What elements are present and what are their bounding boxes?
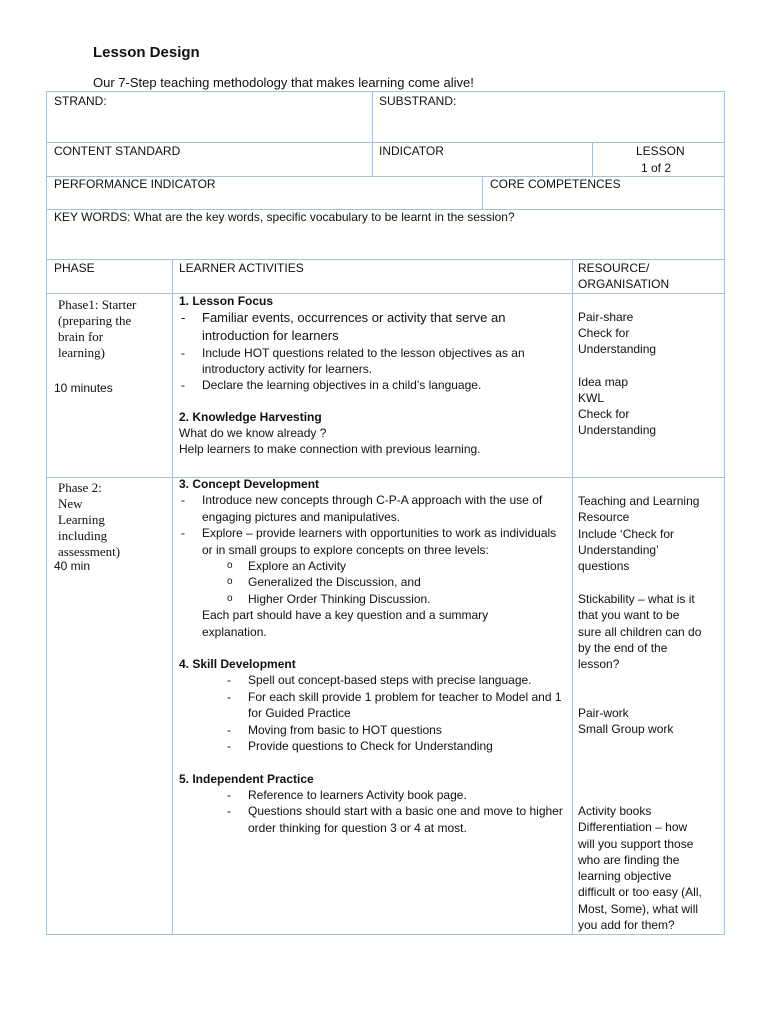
intro-text: Our 7-Step teaching methodology that makes learning come alive!	[93, 75, 474, 90]
list-item: o Generalized the Discussion, and	[225, 574, 565, 590]
list-item: - Reference to learners Activity book page.	[225, 787, 565, 803]
skill-development-title: 4. Skill Development	[179, 657, 296, 672]
list-item: o Explore an Activity	[225, 558, 565, 574]
list-item: - For each skill provide 1 problem for teacher to Model and 1 for Guided Practice	[225, 689, 565, 722]
phase2-label: Phase 2: New Learning including assessment)	[58, 480, 121, 559]
lesson-focus-title: 1. Lesson Focus	[179, 294, 274, 308]
list-item: - Moving from basic to HOT questions	[225, 722, 565, 738]
phase-header: PHASE	[54, 261, 95, 275]
phase2-duration: 40 min	[54, 559, 91, 573]
list-item: - Provide questions to Check for Understanding	[225, 738, 565, 754]
concept-note: Each part should have a key question and a summary explanation.	[202, 608, 489, 639]
lesson-focus-list	[179, 309, 565, 393]
core-competences-label: CORE COMPETENCES	[490, 177, 621, 191]
list-item: - Spell out concept-based steps with precise language.	[225, 672, 565, 688]
phase2-resources-b: Stickability – what is it that you want to be sure all children can do by the end of the lesson?	[578, 592, 702, 672]
explore-levels-list	[179, 558, 565, 607]
phase2-resources-c: Pair-work Small Group work	[578, 706, 674, 737]
indicator-label: INDICATOR	[379, 144, 444, 158]
phase2-activities	[179, 476, 565, 836]
list-item: - Explore – provide learners with opportunities to work as individuals or in small groups to explore concepts on three levels:	[179, 525, 565, 558]
list-item: - Declare the learning objectives in a child’s language.	[179, 377, 565, 393]
list-item: - Questions should start with a basic one and move to higher order thinking for question 3 or 4 at most.	[225, 803, 565, 836]
substrand-label: SUBSTRAND:	[379, 94, 457, 108]
activities-header: LEARNER ACTIVITIES	[179, 261, 304, 275]
phase2-resources-a: Teaching and Learning Resource Include ‘Check for Understanding’ questions	[578, 494, 700, 574]
skill-development-list	[179, 672, 565, 754]
strand-label: STRAND:	[54, 94, 107, 108]
phase2-resources-d: Activity books Differentiation – how will you support those who are finding the learning objective difficult or too easy (All, Most, Some), what will you add for them?	[578, 804, 702, 933]
independent-practice-title: 5. Independent Practice	[179, 771, 314, 786]
phase1-label: Phase1: Starter (preparing the brain for learning)	[58, 297, 137, 360]
list-item: o Higher Order Thinking Discussion.	[225, 591, 565, 607]
concept-development-list	[179, 492, 565, 558]
page-title: Lesson Design	[93, 44, 200, 61]
phase1-activities	[179, 293, 565, 457]
resource-header-line2: ORGANISATION	[578, 277, 670, 291]
concept-development-title: 3. Concept Development	[179, 477, 320, 491]
knowledge-harvesting-line: Help learners to make connection with previous learning.	[179, 442, 481, 456]
content-standard-label: CONTENT STANDARD	[54, 144, 181, 158]
knowledge-harvesting-line: What do we know already ?	[179, 426, 327, 440]
performance-indicator-label: PERFORMANCE INDICATOR	[54, 177, 216, 191]
key-words-label: KEY WORDS: What are the key words, specific vocabulary to be learnt in the session?	[54, 210, 515, 224]
resource-header-line1: RESOURCE/	[578, 261, 650, 275]
list-item: - Familiar events, occurrences or activity that serve an introduction for learners	[179, 309, 565, 345]
lesson-count: 1 of 2	[641, 161, 672, 175]
lesson-label: LESSON	[636, 144, 685, 158]
phase1-resources: Pair-share Check for Understanding Idea map KWL Check for Understanding	[578, 310, 657, 437]
phase1-duration: 10 minutes	[54, 381, 113, 395]
knowledge-harvesting-title: 2. Knowledge Harvesting	[179, 410, 322, 424]
independent-practice-list	[179, 787, 565, 836]
list-item: - Introduce new concepts through C-P-A approach with the use of engaging pictures and manipulatives.	[179, 492, 565, 525]
list-item: - Include HOT questions related to the lesson objectives as an introductory activity for learners.	[179, 345, 565, 377]
